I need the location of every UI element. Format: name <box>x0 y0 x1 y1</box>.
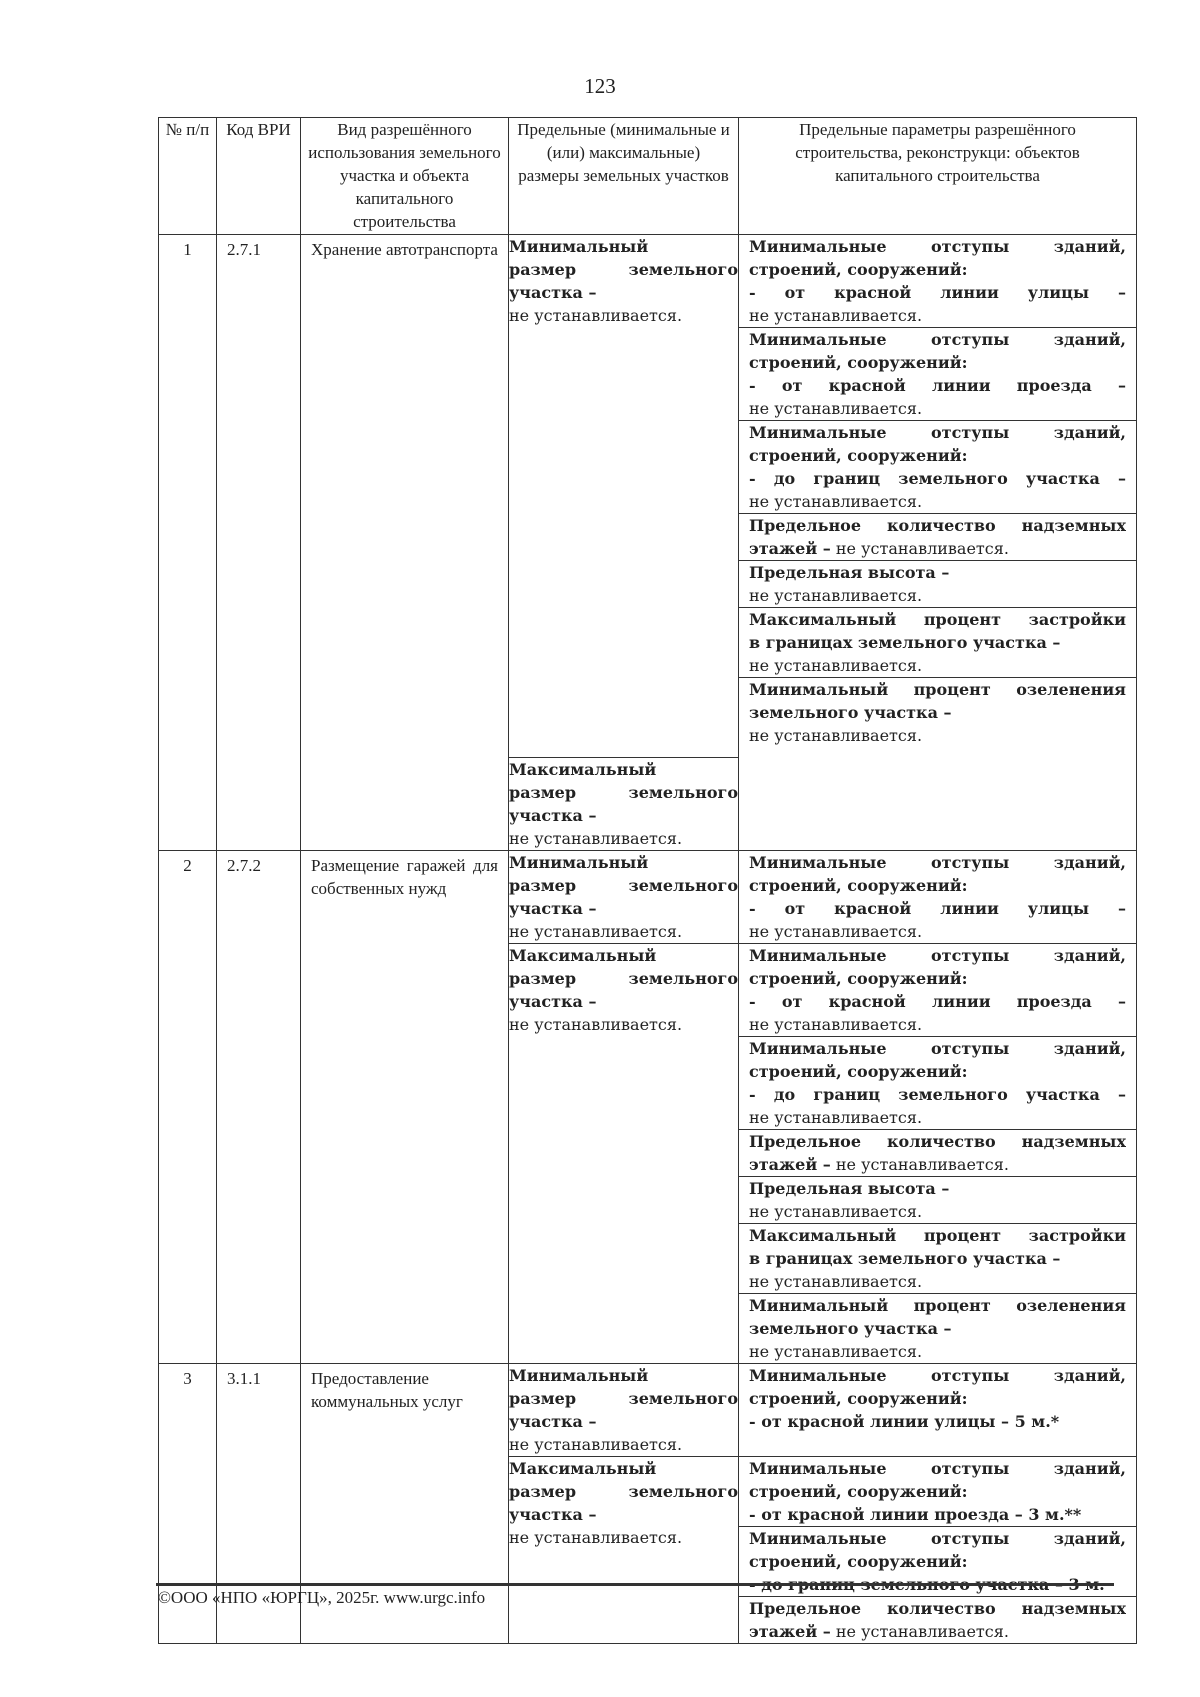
header-sizes: Предельные (минимальные и (или) максимальные) размеры земельных участков <box>509 118 739 235</box>
param-block: Предельное количество надземных этажей – не устанавливается. <box>739 1130 1136 1177</box>
min-size-cell: Минимальный размер земельного участка – не устанавливается. <box>509 851 739 944</box>
param-block: Предельная высота – не устанавливается. <box>739 561 1136 608</box>
row-code: 2.7.1 <box>217 235 301 851</box>
param-block: Предельная высота – не устанавливается. <box>739 1177 1136 1224</box>
header-params: Предельные параметры разрешённого строительства, реконструкци: объектов капитального строительства <box>739 118 1137 235</box>
footer-divider <box>156 1583 1114 1586</box>
row-vid: Предоставление коммунальных услуг <box>301 1364 509 1644</box>
param-block: Минимальный процент озеленения земельного участка – не устанавливается. <box>749 1296 1126 1361</box>
max-size-cell: Максимальный размер земельного участка – не устанавливается. <box>509 1457 739 1644</box>
param-block: Максимальный процент застройки в границах земельного участка – не устанавливается. <box>739 1224 1136 1294</box>
param-block: Предельное количество надземных этажей – не устанавливается. <box>739 514 1136 561</box>
header-vid: Вид разрешённого использования земельного участка и объекта капитального строительства <box>301 118 509 235</box>
row-num: 2 <box>159 851 217 1364</box>
param-block: Минимальные отступы зданий, строений, сооружений: - от красной линии улицы – не устанавливается. <box>739 851 1136 944</box>
params-cell <box>739 235 1137 851</box>
params-cell <box>739 851 1137 1364</box>
param-block: Минимальные отступы зданий, строений, сооружений: - от красной линии проезда – 3 м.** <box>739 1457 1136 1527</box>
row-code: 2.7.2 <box>217 851 301 1364</box>
regulations-table <box>158 117 1137 1644</box>
header-code: Код ВРИ <box>217 118 301 235</box>
max-size-cell: Максимальный размер земельного участка – не устанавливается. <box>509 944 739 1364</box>
min-size-cell: Минимальный размер земельного участка – не устанавливается. <box>509 1364 739 1457</box>
param-block: Минимальные отступы зданий, строений, сооружений: - от красной линии улицы – не устанавливается. <box>739 235 1136 328</box>
param-block: Минимальные отступы зданий, строений, сооружений: - от красной линии проезда – не устанавливается. <box>739 328 1136 421</box>
footer-copyright: ©ООО «НПО «ЮРГЦ», 2025г. www.urgc.info <box>158 1588 486 1607</box>
param-block: Минимальные отступы зданий, строений, сооружений: - от красной линии проезда – не устанавливается. <box>739 944 1136 1037</box>
row-vid: Размещение гаражей для собственных нужд <box>301 851 509 1364</box>
param-block: Минимальный процент озеленения земельного участка – не устанавливается. <box>749 680 1126 745</box>
header-num: № п/п <box>159 118 217 235</box>
param-block: Минимальные отступы зданий, строений, сооружений: <box>739 1527 1136 1597</box>
row-vid: Хранение автотранспорта <box>301 235 509 851</box>
row-code: 3.1.1 <box>217 1364 301 1644</box>
table-row <box>159 1364 1137 1457</box>
row-num: 3 <box>159 1364 217 1644</box>
param-block: Минимальные отступы зданий, строений, сооружений: - до границ земельного участка – не устанавливается. <box>739 421 1136 514</box>
table-row <box>159 235 1137 758</box>
row-num: 1 <box>159 235 217 851</box>
param-block: Минимальные отступы зданий, строений, сооружений: - от красной линии улицы – 5 м.* <box>739 1364 1136 1457</box>
param-block: Предельное количество надземных этажей – не устанавливается. <box>749 1599 1126 1641</box>
param-block: Максимальный процент застройки в границах земельного участка – не устанавливается. <box>739 608 1136 678</box>
page-number: 123 <box>584 74 616 98</box>
params-cell <box>739 1364 1137 1644</box>
table-row <box>159 851 1137 944</box>
param-block: Минимальные отступы зданий, строений, сооружений: - до границ земельного участка – не устанавливается. <box>739 1037 1136 1130</box>
min-size-cell: Минимальный размер земельного участка – не устанавливается. <box>509 235 739 758</box>
max-size-cell: Максимальный размер земельного участка – не устанавливается. <box>509 758 739 851</box>
table-header-row <box>159 118 1137 235</box>
